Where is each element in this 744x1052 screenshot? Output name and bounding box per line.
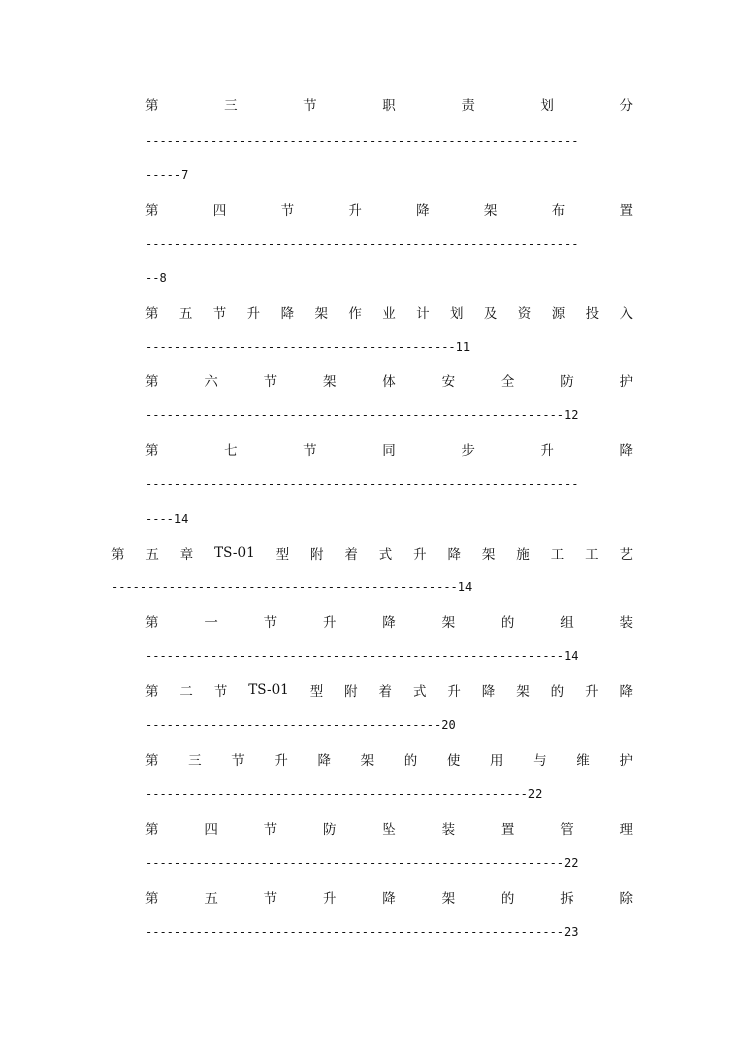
toc-title-glyph: 的 bbox=[500, 615, 515, 631]
toc-title-glyph: 章 bbox=[179, 547, 194, 563]
toc-title-glyph: 节 bbox=[263, 891, 278, 907]
toc-title-glyph: 二 bbox=[179, 684, 193, 700]
toc-leader-line: ------------------------------------------- 11 bbox=[145, 340, 471, 354]
toc-title-glyph: 升 bbox=[274, 753, 288, 769]
toc-title-glyph: 的 bbox=[403, 753, 418, 769]
toc-entry-title bbox=[145, 748, 633, 770]
toc-title-glyph: 护 bbox=[619, 753, 633, 769]
toc-page-number: 20 bbox=[441, 718, 456, 732]
toc-title-glyph: TS-01 bbox=[214, 545, 255, 561]
toc-chapter-title bbox=[111, 542, 633, 564]
toc-title-glyph: 架 bbox=[322, 374, 337, 390]
toc-entry-title bbox=[145, 198, 633, 220]
toc-title-glyph: 用 bbox=[490, 753, 504, 769]
toc-title-glyph: 坠 bbox=[382, 822, 396, 838]
toc-leader-line: ---- 14 bbox=[145, 512, 189, 526]
toc-page-number: 14 bbox=[173, 512, 189, 526]
toc-title-glyph: 理 bbox=[619, 822, 633, 838]
toc-entry-title bbox=[145, 93, 633, 115]
toc-title-glyph: 着 bbox=[378, 684, 393, 700]
toc-title-glyph: 式 bbox=[378, 547, 393, 563]
toc-title-glyph: 架 bbox=[516, 684, 530, 700]
toc-title-glyph: 工 bbox=[550, 547, 565, 563]
toc-leader-line: ------------------------------------------------------------ bbox=[145, 477, 579, 491]
toc-title-glyph: 架 bbox=[483, 203, 498, 219]
toc-page-number: 14 bbox=[564, 649, 579, 663]
toc-title-glyph: 型 bbox=[275, 547, 290, 563]
toc-page-number: 14 bbox=[457, 580, 473, 594]
toc-title-glyph: 置 bbox=[500, 822, 515, 838]
toc-title-glyph: 使 bbox=[446, 753, 461, 769]
toc-title-glyph: 四 bbox=[212, 203, 227, 219]
toc-title-glyph: 升 bbox=[413, 547, 427, 563]
toc-title-glyph: 第 bbox=[145, 891, 159, 907]
toc-title-glyph: 五 bbox=[145, 547, 159, 563]
toc-title-glyph: TS-01 bbox=[248, 682, 289, 698]
toc-title-glyph: 节 bbox=[303, 98, 317, 114]
toc-title-glyph: 六 bbox=[204, 374, 218, 390]
toc-title-glyph: 体 bbox=[382, 374, 396, 390]
toc-title-glyph: 全 bbox=[500, 374, 515, 390]
toc-title-glyph: 节 bbox=[303, 443, 317, 459]
toc-title-glyph: 着 bbox=[344, 547, 358, 563]
toc-title-glyph: 降 bbox=[382, 615, 396, 631]
toc-page-number: 12 bbox=[564, 408, 579, 422]
toc-title-glyph: 安 bbox=[441, 374, 456, 390]
toc-entry-title bbox=[145, 886, 633, 908]
toc-page-number: 11 bbox=[455, 340, 471, 354]
toc-title-glyph: 升 bbox=[585, 684, 599, 700]
toc-leader-line: ---------------------------------------------------------- 22 bbox=[145, 856, 579, 870]
toc-title-glyph: 第 bbox=[145, 306, 159, 322]
toc-title-glyph: 除 bbox=[619, 891, 633, 907]
toc-title-glyph: 第 bbox=[145, 822, 159, 838]
toc-title-glyph: 第 bbox=[145, 753, 159, 769]
toc-title-glyph: 三 bbox=[188, 753, 202, 769]
toc-title-glyph: 业 bbox=[382, 306, 396, 322]
toc-title-glyph: 与 bbox=[533, 753, 547, 769]
toc-title-glyph: 第 bbox=[145, 98, 159, 114]
toc-entry-title bbox=[145, 679, 633, 701]
toc-title-glyph: 节 bbox=[263, 615, 278, 631]
toc-title-glyph: 型 bbox=[309, 684, 324, 700]
toc-title-glyph: 维 bbox=[576, 753, 590, 769]
toc-page-number: 8 bbox=[159, 271, 167, 285]
toc-title-glyph: 式 bbox=[412, 684, 427, 700]
toc-title-glyph: 第 bbox=[145, 615, 159, 631]
toc-title-glyph: 资 bbox=[517, 306, 532, 322]
toc-title-glyph: 的 bbox=[500, 891, 515, 907]
toc-title-glyph: 架 bbox=[481, 547, 496, 563]
toc-title-glyph: 附 bbox=[309, 547, 324, 563]
toc-title-glyph: 装 bbox=[441, 822, 456, 838]
toc-title-glyph: 艺 bbox=[619, 547, 633, 563]
toc-title-glyph: 升 bbox=[447, 684, 461, 700]
toc-leader-line: ----------------------------------------------------- 22 bbox=[145, 787, 543, 801]
toc-title-glyph: 分 bbox=[619, 98, 633, 114]
toc-title-glyph: 一 bbox=[204, 615, 218, 631]
toc-leader-line: ----------------------------------------- 20 bbox=[145, 718, 456, 732]
toc-entry-title bbox=[145, 301, 633, 323]
toc-title-glyph: 节 bbox=[212, 306, 227, 322]
toc-title-glyph: 五 bbox=[178, 306, 193, 322]
toc-leader-line: ----- 7 bbox=[145, 168, 189, 182]
toc-title-glyph: 附 bbox=[344, 684, 358, 700]
toc-title-glyph: 降 bbox=[317, 753, 331, 769]
toc-page-number: 7 bbox=[181, 168, 189, 182]
toc-title-glyph: 布 bbox=[551, 203, 566, 219]
toc-title-glyph: 第 bbox=[145, 374, 159, 390]
toc-page-number: 22 bbox=[527, 787, 543, 801]
toc-title-glyph: 防 bbox=[322, 822, 337, 838]
toc-leader-line: -- 8 bbox=[145, 271, 167, 285]
toc-title-glyph: 升 bbox=[322, 615, 337, 631]
toc-entry-title bbox=[145, 438, 633, 460]
toc-title-glyph: 升 bbox=[322, 891, 337, 907]
toc-title-glyph: 划 bbox=[450, 306, 464, 322]
toc-title-glyph: 源 bbox=[551, 306, 566, 322]
toc-title-glyph: 责 bbox=[461, 98, 475, 114]
toc-title-glyph: 架 bbox=[441, 891, 456, 907]
toc-title-glyph: 作 bbox=[348, 306, 362, 322]
toc-title-glyph: 第 bbox=[111, 547, 125, 563]
toc-title-glyph: 三 bbox=[224, 98, 238, 114]
toc-title-glyph: 降 bbox=[447, 547, 462, 563]
toc-entry-title bbox=[145, 369, 633, 391]
toc-title-glyph: 入 bbox=[619, 306, 633, 322]
toc-title-glyph: 装 bbox=[619, 615, 633, 631]
toc-leader-line: ---------------------------------------------------------- 23 bbox=[145, 925, 579, 939]
toc-title-glyph: 第 bbox=[145, 443, 159, 459]
toc-title-glyph: 节 bbox=[263, 822, 278, 838]
toc-title-glyph: 四 bbox=[204, 822, 218, 838]
toc-title-glyph: 护 bbox=[619, 374, 633, 390]
toc-title-glyph: 职 bbox=[382, 98, 396, 114]
toc-title-glyph: 计 bbox=[416, 306, 430, 322]
toc-title-glyph: 降 bbox=[619, 443, 633, 459]
toc-title-glyph: 升 bbox=[246, 306, 261, 322]
toc-title-glyph: 第 bbox=[145, 203, 159, 219]
toc-title-glyph: 工 bbox=[585, 547, 599, 563]
toc-title-glyph: 七 bbox=[224, 443, 238, 459]
toc-title-glyph: 降 bbox=[619, 684, 633, 700]
toc-title-glyph: 施 bbox=[516, 547, 530, 563]
toc-title-glyph: 升 bbox=[540, 443, 554, 459]
toc-title-glyph: 及 bbox=[483, 306, 498, 322]
toc-title-glyph: 组 bbox=[560, 615, 574, 631]
toc-page-number: 22 bbox=[564, 856, 579, 870]
toc-title-glyph: 升 bbox=[348, 203, 362, 219]
toc-title-glyph: 降 bbox=[382, 891, 396, 907]
toc-title-glyph: 降 bbox=[280, 306, 295, 322]
toc-title-glyph: 节 bbox=[263, 374, 278, 390]
toc-leader-line: ------------------------------------------------------------ bbox=[145, 237, 579, 251]
toc-title-glyph: 五 bbox=[204, 891, 218, 907]
toc-leader-line: ---------------------------------------------------------- 14 bbox=[145, 649, 579, 663]
toc-title-glyph: 投 bbox=[585, 306, 600, 322]
toc-title-glyph: 防 bbox=[560, 374, 574, 390]
toc-leader-line: ------------------------------------------------ 14 bbox=[111, 580, 473, 594]
toc-title-glyph: 步 bbox=[461, 443, 475, 459]
toc-title-glyph: 节 bbox=[213, 684, 228, 700]
toc-title-glyph: 拆 bbox=[560, 891, 574, 907]
toc-title-glyph: 置 bbox=[619, 203, 633, 219]
toc-title-glyph: 降 bbox=[481, 684, 496, 700]
toc-title-glyph: 节 bbox=[280, 203, 295, 219]
toc-title-glyph: 降 bbox=[416, 203, 430, 219]
toc-title-glyph: 架 bbox=[314, 306, 328, 322]
toc-title-glyph: 节 bbox=[231, 753, 245, 769]
toc-title-glyph: 第 bbox=[145, 684, 159, 700]
toc-page-number: 23 bbox=[564, 925, 579, 939]
toc-title-glyph: 管 bbox=[560, 822, 574, 838]
toc-title-glyph: 架 bbox=[360, 753, 375, 769]
toc-title-glyph: 的 bbox=[550, 684, 565, 700]
toc-leader-line: ---------------------------------------------------------- 12 bbox=[145, 408, 579, 422]
toc-entry-title bbox=[145, 817, 633, 839]
toc-title-glyph: 同 bbox=[382, 443, 396, 459]
toc-title-glyph: 架 bbox=[441, 615, 456, 631]
toc-title-glyph: 划 bbox=[540, 98, 554, 114]
toc-leader-line: ------------------------------------------------------------ bbox=[145, 134, 579, 148]
toc-entry-title bbox=[145, 610, 633, 632]
